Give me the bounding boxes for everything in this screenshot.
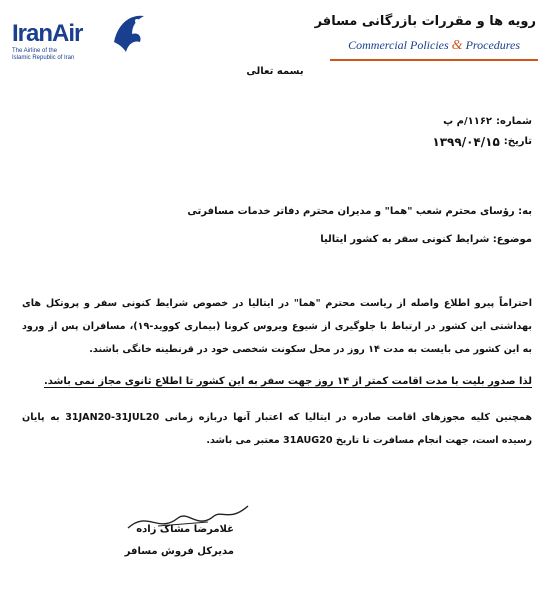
letterhead [0,0,550,72]
addressee-line: به: رؤسای محترم شعب "هما" و مدیران محترم دفاتر خدمات مسافرتی [187,206,532,217]
homa-bird-icon [110,12,146,56]
bismillah: بسمه تعالی [246,66,304,77]
letterhead-rule [330,59,538,61]
subtitle-amp: & [451,38,463,53]
signatory-name: غلامرضا مشاک زاده [136,524,234,535]
signatory-title: مدیرکل فروش مسافر [124,546,234,557]
body-paragraph-3: همچنین کلیه مجوزهای اقامت صادره در ایتالیا که اعتبار آنها دربازه زمانی 31JAN20-31JUL20 به پایان رسیده است، جهت انجام مسافرت تا تاریخ 31AUG20 معتبر می باشد. [22,412,532,446]
iranair-logo [12,12,142,62]
date-value: ۱۳۹۹/۰۴/۱۵ [432,135,500,149]
date-line [332,132,532,152]
logo-wordmark: IranAir [12,20,83,47]
logo-tagline [12,48,122,62]
logo-tagline-line2: Islamic Republic of Iran [12,55,75,61]
body-paragraph-2: لذا صدور بلیت با مدت اقامت کمتر از ۱۴ روز جهت سفر به این کشور تا اطلاع ثانوی مجاز نمی باشد. [43,376,532,387]
letter-meta [332,112,532,152]
subtitle-left: Commercial Policies [348,38,449,52]
letterhead-subtitle [348,38,520,54]
number-label: شماره: [496,116,532,127]
letterhead-title: رویه ها و مقررات بازرگانی مسافر [314,14,536,29]
subject-line: موضوع: شرایط کنونی سفر به کشور ایتالیا [320,234,532,245]
number-value: ۱۱۶۲/م پ [443,116,493,127]
number-line [332,112,532,132]
body-paragraph-1: احتراماً پیرو اطلاع واصله از ریاست محترم "هما" در ایتالیا در خصوص شرایط کنونی سفر و پروتکل های بهداشتی این کشور در ارتباط با جلوگیری از شیوع ویروس کرونا (بیماری کووید-۱۹)، مسافران پس از ورود به این کشور می بایست به مدت ۱۴ روز در محل سکونت شخصی خود در قرنطینه خانگی باشند. [22,298,532,355]
logo-tagline-line1: The Airline of the [12,48,58,54]
date-label: تاریخ: [503,136,532,147]
subtitle-right: Procedures [465,38,520,52]
